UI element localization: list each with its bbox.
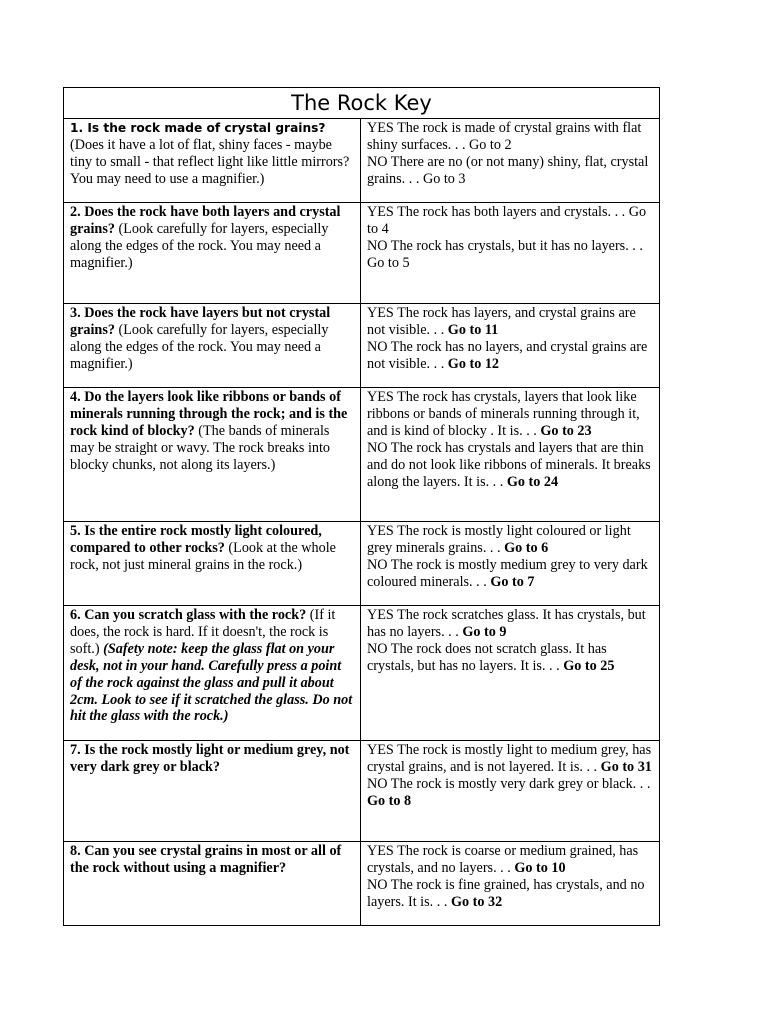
- no-goto: Go to 7: [490, 573, 535, 590]
- yes-goto: Go to 6: [504, 539, 549, 556]
- question-note: (Look carefully for layers, especially along the edges of the rock. You may need a magnifier.): [70, 220, 329, 271]
- answer-cell: [361, 842, 660, 926]
- yes-answer: [367, 607, 653, 641]
- no-answer: [367, 557, 653, 591]
- question-cell: [64, 606, 361, 741]
- yes-answer: [367, 742, 653, 776]
- answer-cell: [361, 203, 660, 304]
- question-cell: [64, 522, 361, 606]
- yes-goto: Go to 23: [540, 422, 592, 439]
- question-cell: [64, 203, 361, 304]
- question-text: 4. Do the layers look like ribbons or bands of minerals running through the rock; and is the rock kind of blocky?: [70, 389, 348, 439]
- answer-cell: [361, 741, 660, 842]
- question-text: 8. Can you see crystal grains in most or all of the rock without using a magnifier?: [70, 843, 342, 876]
- yes-goto: Go to 10: [514, 859, 566, 876]
- yes-goto: Go to 9: [462, 623, 507, 640]
- no-answer-text: NO The rock is mostly medium grey to very dark coloured minerals. . .: [367, 556, 648, 590]
- no-answer-text: NO The rock does not scratch glass. It has crystals, but has no layers. It is. . .: [367, 640, 607, 674]
- yes-answer: YES The rock has both layers and crystals. . . Go to 4: [367, 204, 647, 237]
- no-answer-text: NO The rock is fine grained, has crystals, and no layers. It is. . .: [367, 876, 645, 910]
- question-cell: [64, 304, 361, 388]
- question-note: (If it does, the rock is hard. If it doesn't, the rock is soft.): [70, 607, 336, 657]
- no-answer: [367, 440, 653, 491]
- question-note: (Look at the whole rock, not just mineral grains in the rock.): [70, 539, 336, 573]
- yes-answer: [367, 305, 653, 339]
- table-row: [64, 203, 660, 304]
- no-answer: [367, 641, 653, 675]
- yes-answer-text: YES The rock has layers, and crystal grains are not visible. . .: [367, 305, 636, 338]
- yes-answer-text: YES The rock is coarse or medium grained, has crystals, and no layers. . .: [367, 843, 639, 876]
- yes-goto: Go to 11: [447, 321, 499, 338]
- question-text: 5. Is the entire rock mostly light coloured, compared to other rocks?: [70, 523, 322, 556]
- no-answer: [367, 877, 653, 911]
- question-cell: [64, 842, 361, 926]
- title-row: [64, 88, 660, 119]
- no-goto: Go to 8: [367, 792, 412, 809]
- question-note: (Look carefully for layers, especially along the edges of the rock. You may need a magnifier.): [70, 321, 329, 372]
- no-goto: Go to 24: [506, 473, 559, 490]
- question-text: 1. Is the rock made of crystal grains?: [70, 121, 326, 135]
- yes-goto: Go to 31: [600, 758, 652, 775]
- question-text: 3. Does the rock have layers but not crystal grains?: [70, 305, 331, 338]
- answer-cell: [361, 606, 660, 741]
- question-note: (Does it have a lot of flat, shiny faces - maybe tiny to small - that reflect light like little mirrors? You may need to use a magnifier.): [70, 136, 350, 187]
- yes-answer: [367, 843, 653, 877]
- answer-cell: [361, 388, 660, 522]
- rock-key-table: [63, 87, 660, 926]
- table-row: [64, 606, 660, 741]
- safety-note: (Safety note: keep the glass flat on your desk, not in your hand. Carefully press a point of the rock against the glass and pull it about 2cm. Look to see if it scratched the glass. Do not hit the glass with the rock.): [70, 640, 353, 725]
- table-row: [64, 388, 660, 522]
- yes-answer: [367, 389, 653, 440]
- question-text: 2. Does the rock have both layers and crystal grains?: [70, 204, 341, 237]
- no-answer: NO The rock has crystals, but it has no layers. . . Go to 5: [367, 237, 643, 271]
- question-text: 7. Is the rock mostly light or medium grey, not very dark grey or black?: [70, 742, 350, 775]
- question-note: (The bands of minerals may be straight or wavy. The rock breaks into blocky chunks, not along its layers.): [70, 422, 331, 473]
- no-goto: Go to 12: [447, 355, 500, 372]
- yes-answer: [367, 523, 653, 557]
- no-goto: Go to 25: [563, 657, 615, 674]
- no-answer: [367, 339, 653, 373]
- answer-cell: [361, 522, 660, 606]
- answer-cell: [361, 119, 660, 203]
- table-row: [64, 522, 660, 606]
- answer-cell: [361, 304, 660, 388]
- page-title: The Rock Key: [64, 88, 660, 119]
- no-answer: NO There are no (or not many) shiny, flat, crystal grains. . . Go to 3: [367, 153, 649, 187]
- no-answer-text: NO The rock is mostly very dark grey or black. . .: [367, 775, 651, 792]
- question-text: 6. Can you scratch glass with the rock?: [70, 607, 307, 623]
- no-answer-text: NO The rock has crystals and layers that are thin and do not look like ribbons of minerals. It breaks along the layers. It is. . .: [367, 439, 651, 490]
- no-answer-text: NO The rock has no layers, and crystal grains are not visible. . .: [367, 338, 648, 372]
- table-row: [64, 842, 660, 926]
- yes-answer-text: YES The rock has crystals, layers that look like ribbons or bands of minerals running through it, and is kind of blocky . It is. . .: [367, 389, 640, 439]
- yes-answer-text: YES The rock is mostly light to medium grey, has crystal grains, and is not layered. It is. . .: [367, 742, 652, 775]
- question-cell: [64, 741, 361, 842]
- yes-answer-text: YES The rock scratches glass. It has crystals, but has no layers. . .: [367, 607, 646, 640]
- table-row: [64, 119, 660, 203]
- question-cell: [64, 388, 361, 522]
- question-cell: [64, 119, 361, 203]
- yes-answer-text: YES The rock is mostly light coloured or light grey minerals grains. . .: [367, 523, 631, 556]
- no-answer: [367, 776, 653, 810]
- table-row: [64, 741, 660, 842]
- no-goto: Go to 32: [450, 893, 503, 910]
- yes-answer: YES The rock is made of crystal grains with flat shiny surfaces. . . Go to 2: [367, 120, 642, 153]
- table-row: [64, 304, 660, 388]
